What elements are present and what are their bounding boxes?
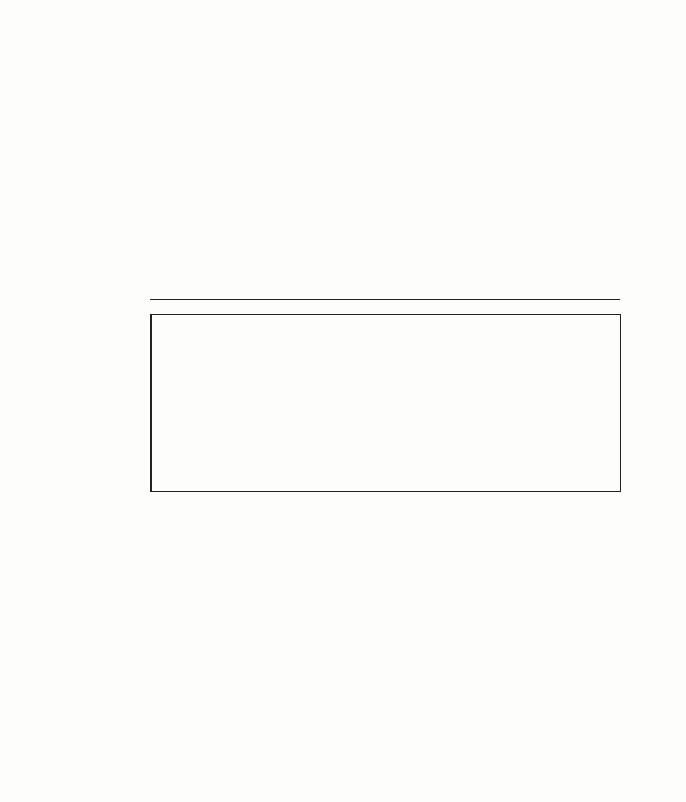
figure6-layout-diagram [105,282,630,492]
figure-left-dimension-line [105,314,151,492]
figure-body [105,314,630,492]
figure-top-dimension-line [150,282,620,300]
figure-room-outline [151,314,621,492]
